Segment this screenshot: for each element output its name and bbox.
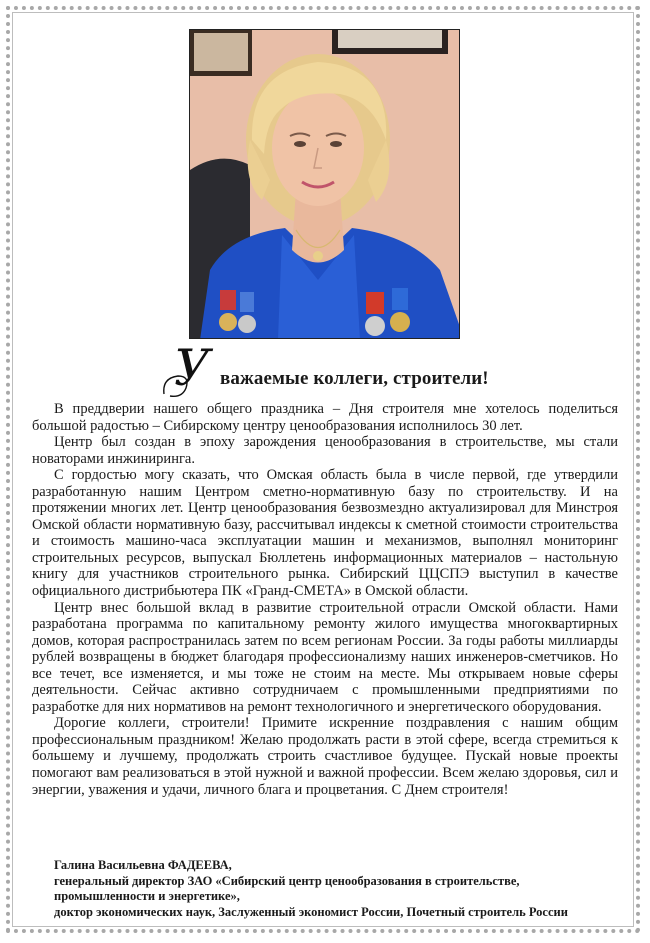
paragraph: Центр внес большой вклад в развитие строительной отрасли Омской области. Нами разработана программа по капитальному ремонту жилого имущества многоквартирных домов, которая распространилась затем по всем регионам России. За годы работы миллиарды рублей возвращены в бюджет благодаря профессионализму наших инженеров-сметчиков. Но все течет, все изменяется, и мы тоже не стоим на месте. Мы открываем новые сферы деятельности. Сейчас активно сотрудничаем с промышленными предприятиями по разработке для них нормативов на ремонт технологичного и энергетического оборудования. — [32, 599, 618, 715]
medal-ribbon-right — [366, 292, 384, 314]
portrait-photo — [189, 29, 460, 339]
paragraph: В преддверии нашего общего праздника – Дня строителя мне хотелось поделиться большой радостью – Сибирскому центру ценообразования исполнилось 30 лет. — [32, 401, 618, 434]
letter-body — [32, 401, 618, 798]
signature-position-cont: промышленности и энергетике», — [54, 889, 240, 903]
paragraph: С гордостью могу сказать, что Омская область была в числе первой, где утвердили разработанную нашим Центром сметно-нормативную базу по строительству. И на протяжении многих лет. Центр ценообразования безвозмездно актуализировал для Минстроя Омской области нормативную базу, рассчитывал индексы к сметной стоимости строительства и стоимость машино-часа эксплуатации машин и механизмов, выполнял мониторинг строительных ресурсов, выпускал Бюллетень информационных материалов – настольную книгу для участников строительного рынка. Сибирский ЦЦСПЭ выступил в качестве официального дистрибьютера ПК «Гранд-СМЕТА» в Омской области. — [32, 467, 618, 600]
portrait-illustration — [190, 30, 460, 339]
paragraph: Дорогие коллеги, строители! Примите искренние поздравления с нашим общим профессиональным праздником! Желаю продолжать расти в этой сфере, всегда стремиться к большему и лучшему, продолжать строить счастливое будущее. Пускай новые проекты помогают вам реализоваться в этой нужной и важной профессии. Всем желаю здоровья, сил и энергии, уважения и удачи, личного блага и процветания. С Днем строителя! — [32, 715, 618, 798]
paragraph: Центр был создан в эпоху зарождения ценообразования в строительстве, мы стали новаторами инжиниринга. — [32, 434, 618, 467]
heading-text: важаемые коллеги, строители! — [220, 368, 489, 389]
signature-block — [54, 858, 624, 920]
signature-name: Галина Васильевна ФАДЕЕВА, — [54, 858, 232, 872]
signature-titles: доктор экономических наук, Заслуженный экономист России, Почетный строитель России — [54, 904, 568, 919]
heading-initial-letter: У — [174, 339, 211, 397]
signature-position: генеральный директор ЗАО «Сибирский центр ценообразования в строительстве, — [54, 873, 520, 888]
medal-ribbon — [220, 290, 236, 310]
